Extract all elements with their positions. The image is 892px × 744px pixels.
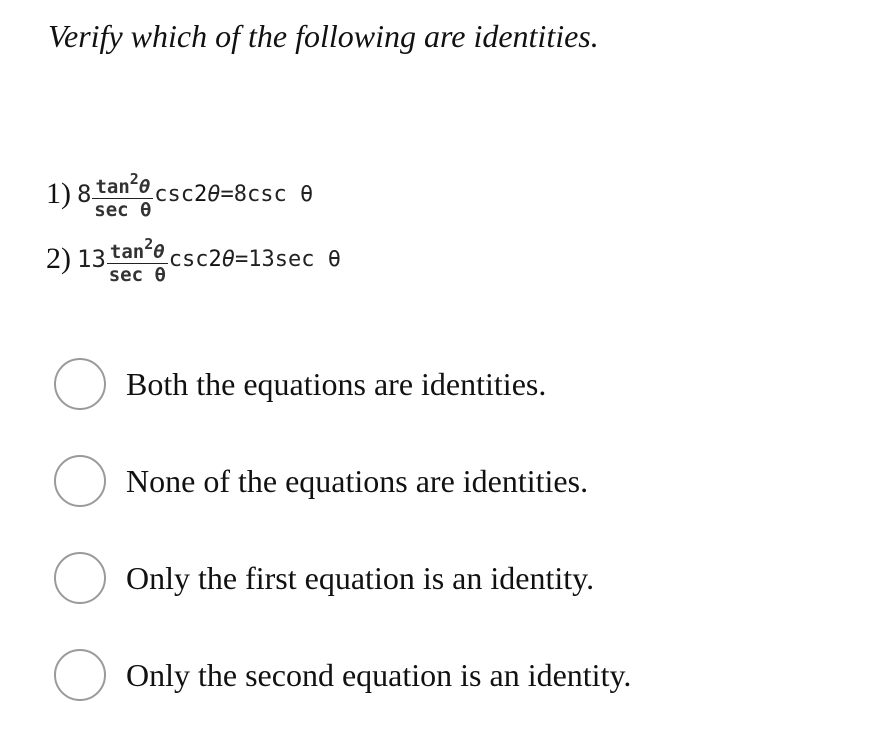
- fraction-denominator: sec θ: [94, 198, 152, 221]
- fraction-numerator: [92, 168, 153, 199]
- numerator-function: tan: [95, 175, 130, 198]
- right-hand-side: 13sec θ: [248, 246, 341, 272]
- numerator-exponent: 2: [129, 169, 139, 188]
- equation-2: [46, 229, 341, 289]
- numerator-exponent: 2: [144, 234, 154, 253]
- option-only-second[interactable]: [54, 647, 631, 703]
- factor-exponent: 2: [194, 181, 208, 207]
- right-hand-side: 8csc θ: [233, 181, 314, 207]
- instruction-text: Verify which of the following are identities.: [48, 18, 599, 54]
- equals-sign: =: [220, 181, 234, 207]
- factor-variable: θ: [221, 246, 235, 272]
- coefficient: 8: [77, 180, 92, 208]
- radio-button[interactable]: [54, 649, 106, 701]
- option-label[interactable]: Only the second equation is an identity.: [126, 656, 632, 693]
- option-only-first[interactable]: [54, 550, 631, 606]
- fraction-denominator: sec θ: [108, 263, 166, 286]
- fraction-numerator: [107, 233, 168, 264]
- numerator-variable: θ: [138, 175, 151, 198]
- fraction: [107, 233, 168, 286]
- radio-button[interactable]: [54, 358, 106, 410]
- option-label[interactable]: Only the first equation is an identity.: [126, 559, 595, 596]
- option-label[interactable]: Both the equations are identities.: [126, 365, 547, 402]
- answer-options: [54, 356, 631, 744]
- numerator-function: tan: [109, 240, 145, 263]
- option-none-identities[interactable]: [54, 453, 631, 509]
- option-both-identities[interactable]: [54, 356, 631, 412]
- factor-variable: θ: [207, 181, 221, 207]
- factor-function: csc: [168, 246, 209, 272]
- coefficient: 13: [77, 245, 106, 273]
- equation-1: [46, 164, 313, 224]
- option-label[interactable]: None of the equations are identities.: [126, 462, 589, 499]
- radio-button[interactable]: [54, 552, 106, 604]
- factor-exponent: 2: [208, 246, 222, 272]
- numerator-variable: θ: [153, 240, 165, 263]
- radio-button[interactable]: [54, 455, 106, 507]
- factor-function: csc: [154, 181, 195, 207]
- fraction: [92, 168, 153, 221]
- equation-number: 1): [46, 177, 71, 210]
- equation-number: 2): [46, 242, 71, 275]
- equals-sign: =: [234, 246, 249, 272]
